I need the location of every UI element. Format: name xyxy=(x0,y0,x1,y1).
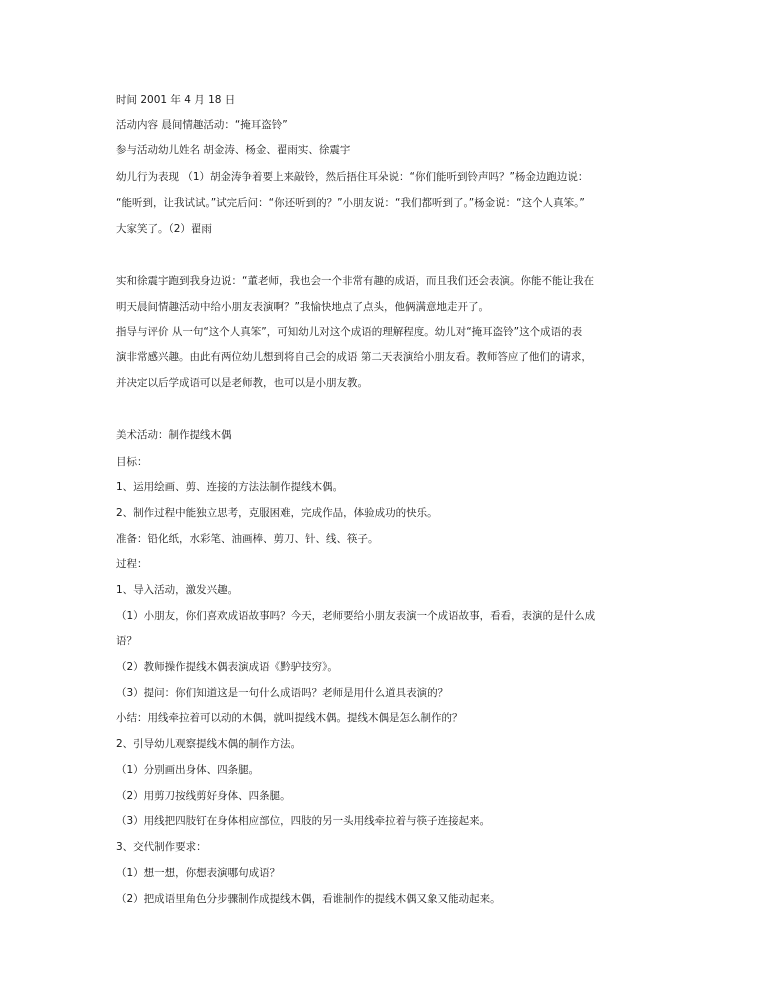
step-3-item-1: （1）想一想，你想表演哪句成语？ xyxy=(116,867,281,879)
step-2-item-3: （3）用线把四肢钉在身体相应部位，四肢的另一头用线牵拉着与筷子连接起来。 xyxy=(116,815,491,827)
step-3-item-2: （2）把成语里角色分步骤制作成提线木偶，看谁制作的提线木偶又象又能动起来。 xyxy=(116,893,501,905)
record-behavior-line3: 大家笑了。（2）翟雨 xyxy=(116,223,212,235)
process-label: 过程： xyxy=(116,558,148,570)
goal-label: 目标： xyxy=(116,456,148,468)
step-1-item-3: （3）提问：你们知道这是一句什么成语吗？老师是用什么道具表演的？ xyxy=(116,687,449,699)
step-2: 2、引导幼儿观察提线木偶的制作方法。 xyxy=(116,738,302,750)
record-behavior-line5: 明天晨间情趣活动中给小朋友表演啊？”我愉快地点了点头，他俩满意地走开了。 xyxy=(116,301,489,313)
summary: 小结：用线牵拉着可以动的木偶，就叫提线木偶。提线木偶是怎么制作的？ xyxy=(116,712,463,724)
record-evaluation-line3: 并决定以后学成语可以是老师教，也可以是小朋友教。 xyxy=(116,377,368,389)
step-2-item-2: （2）用剪刀按线剪好身体、四条腿。 xyxy=(116,790,291,802)
goal-item-1: 1、运用绘画、剪、连接的方法法制作提线木偶。 xyxy=(116,481,344,493)
record-behavior-line4: 实和徐震宇跑到我身边说：“董老师，我也会一个非常有趣的成语，而且我们还会表演。你能不能让我在 xyxy=(116,275,594,287)
step-1-item-1-cont: 语？ xyxy=(116,635,137,647)
step-1-item-2: （2）教师操作提线木偶表演成语《黔驴技穷》。 xyxy=(116,661,338,673)
goal-item-2: 2、制作过程中能独立思考，克服困难，完成作品，体验成功的快乐。 xyxy=(116,507,438,519)
record-behavior-line1: 幼儿行为表现 （1）胡金涛争着要上来敲铃，然后捂住耳朵说：“你们能听到铃声吗？”杨金边跑边说： xyxy=(116,171,589,183)
record-evaluation-line1: 指导与评价 从一句“这个人真笨”，可知幼儿对这个成语的理解程度。幼儿对“掩耳盗铃”这个成语的表 xyxy=(116,326,583,338)
step-1: 1、导入活动，激发兴趣。 xyxy=(116,584,239,596)
step-3: 3、交代制作要求： xyxy=(116,841,207,853)
record-behavior-line2: “能听到，让我试试。”试完后问：“你还听到的？”小朋友说：“我们都听到了。”杨金说：“这个人真笨。” xyxy=(116,197,585,209)
art-activity-title: 美术活动：制作提线木偶 xyxy=(116,429,232,441)
record-date: 时间 2001 年 4 月 18 日 xyxy=(116,94,236,106)
preparation: 准备：铅化纸，水彩笔、油画棒、剪刀、针、线、筷子。 xyxy=(116,533,379,545)
record-participants: 参与活动幼儿姓名 胡金涛、杨金、翟雨实、徐震宇 xyxy=(116,144,351,156)
step-1-item-1: （1）小朋友，你们喜欢成语故事吗？今天，老师要给小朋友表演一个成语故事，看看，表演的是什么成 xyxy=(116,610,596,622)
record-activity: 活动内容 晨间情趣活动：“掩耳盗铃” xyxy=(116,119,288,131)
step-2-item-1: （1）分别画出身体、四条腿。 xyxy=(116,764,260,776)
record-evaluation-line2: 演非常感兴趣。由此有两位幼儿想到将自己会的成语 第二天表演给小朋友看。教师答应了他们的请求， xyxy=(116,351,592,363)
